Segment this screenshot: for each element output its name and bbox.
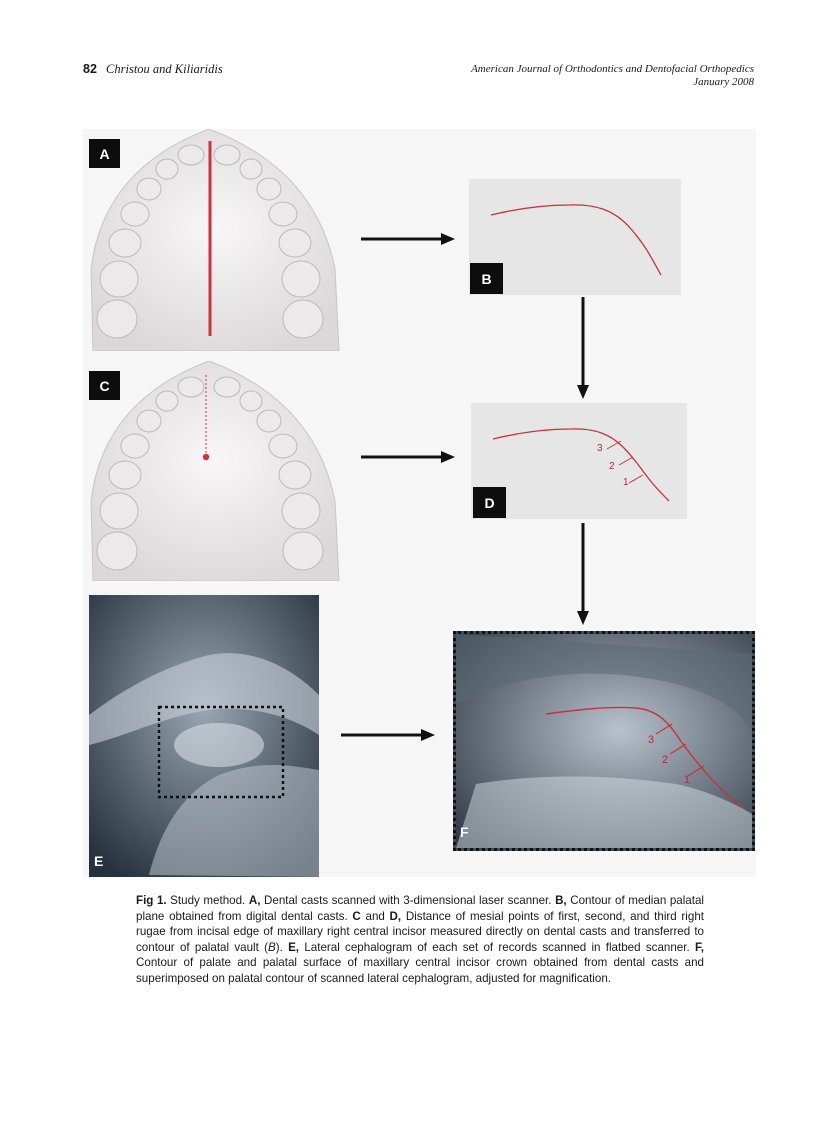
running-authors: Christou and Kiliaridis — [106, 62, 223, 76]
panel-e-cephalogram — [89, 595, 319, 877]
caption-ref-d: D, — [389, 909, 402, 923]
panel-a-dental-cast — [83, 129, 345, 351]
arrow-d-to-f — [573, 523, 593, 629]
caption-fig-label: Fig 1. — [136, 894, 167, 907]
caption-ref-c: C — [352, 909, 361, 923]
caption-text: Dental casts scanned with 3-dimensional laser scanner. — [260, 894, 556, 907]
dental-cast-c-image — [83, 361, 345, 581]
panel-label-c: C — [89, 371, 120, 400]
rugae-label-2-d: 2 — [609, 461, 615, 472]
rugae-label-3-f: 3 — [648, 734, 655, 746]
caption-ref-a: A, — [248, 894, 261, 907]
rugae-label-2-f: 2 — [662, 754, 669, 766]
panel-f-superimposition — [453, 631, 755, 851]
panel-b-palatal-contour — [469, 179, 681, 295]
running-header-left — [83, 62, 223, 77]
panel-label-b: B — [470, 263, 503, 294]
arrow-e-to-f — [339, 725, 439, 745]
caption-ref-f: F, — [694, 940, 704, 954]
page-number: 82 — [83, 62, 97, 76]
caption-ref-b: B, — [555, 894, 567, 907]
caption-text: ). — [275, 940, 289, 954]
rugae-label-3-d: 3 — [597, 443, 603, 454]
figure-caption — [136, 893, 704, 986]
superimposition-f-image — [456, 634, 752, 848]
arrow-a-to-b — [359, 229, 459, 249]
running-header-right — [471, 63, 754, 89]
issue-date: January 2008 — [693, 76, 754, 88]
caption-text: and — [360, 909, 390, 923]
caption-text: Study method. — [166, 894, 249, 907]
caption-ref-e: E, — [288, 940, 300, 954]
figure-1 — [83, 129, 756, 877]
caption-text: Distance of mesial points of first, second, and third right rugae from incisal edge of maxillary right central incisor measured directly on dental casts and transferred to contour of palatal vault ( — [136, 909, 704, 954]
caption-ref-b-italic: B — [267, 940, 276, 954]
rugae-label-1-d: 1 — [623, 477, 629, 488]
caption-text: Contour of palate and palatal surface of maxillary central incisor crown obtained from dental casts and superimposed on palatal contour of scanned lateral cephalogram, adjusted for magnification. — [136, 956, 704, 985]
panel-label-d: D — [473, 487, 506, 518]
arrow-c-to-d — [359, 447, 459, 467]
panel-d-contour-rugae — [471, 403, 687, 519]
journal-name: American Journal of Orthodontics and Dentofacial Orthopedics — [471, 63, 754, 75]
cephalogram-e-image — [89, 595, 319, 877]
caption-text: Contour of median palatal plane obtained from digital dental casts. — [136, 894, 704, 923]
arrow-b-to-d — [573, 297, 593, 403]
caption-text: Lateral cephalogram of each set of records scanned in flatbed scanner. — [299, 940, 695, 954]
panel-label-a: A — [89, 139, 120, 168]
rugae-label-1-f: 1 — [684, 774, 691, 786]
panel-label-f: F — [460, 824, 469, 840]
panel-label-e: E — [94, 853, 104, 869]
panel-c-dental-cast — [83, 361, 345, 581]
dental-cast-a-image — [83, 129, 345, 351]
